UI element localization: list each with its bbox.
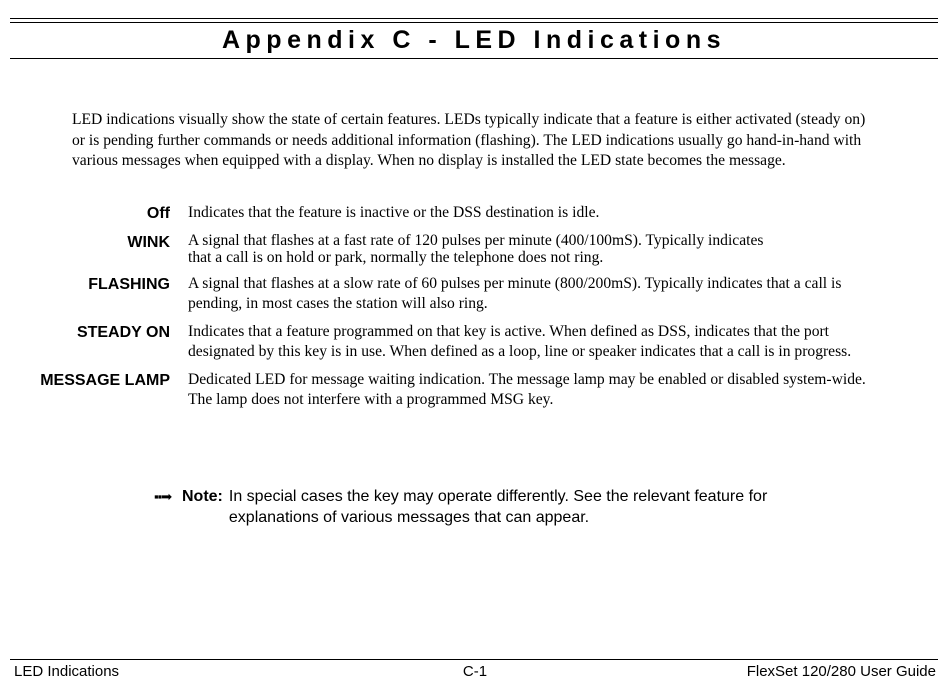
footer-section-name: LED Indications [14,663,120,680]
note-label: Note: [182,488,223,505]
definition-description: Indicates that a feature programmed on that key is active. When defined as DSS, indicates that the port designated by this key is in use. When defined as a loop, line or speaker indicates that a call is in progress. [188,323,852,360]
definition-message-lamp [0,370,950,410]
page-footer [14,662,936,682]
definition-flashing [0,274,950,314]
header-rule-top-inner [10,22,938,23]
definition-description: A signal that flashes at a fast rate of 120 pulses per minute (400/100mS). Typically indicates that a call is on hold or park, normally the telephone does not ring. [188,232,764,266]
definition-description: A signal that flashes at a slow rate of 60 pulses per minute (800/200mS). Typically indicates that a call is pending, in most cases the station will also ring. [188,275,842,312]
footer-rule [10,659,938,660]
intro-paragraph: LED indications visually show the state of certain features. LEDs typically indicate that a feature is either activated (steady on) or is pending further commands or needs additional information (flashing). The LED indications usually go hand-in-hand with various messages when equipped with a display. When no display is installed the LED state becomes the message. [72,111,866,169]
footer-document-title: FlexSet 120/280 User Guide [746,663,936,680]
definition-term: FLASHING [88,276,170,293]
definition-steady-on [0,322,950,362]
definition-term: MESSAGE LAMP [40,372,170,389]
header-rule-top [10,18,938,19]
definition-wink [0,232,950,266]
arrow-right-icon: ▪▪➡ [154,489,172,504]
definition-term: WINK [127,234,170,251]
definition-description: Dedicated LED for message waiting indication. The message lamp may be enabled or disabled system-wide. The lamp does not interfere with a programmed MSG key. [188,371,866,408]
header-rule-bottom [10,58,938,59]
note-text: In special cases the key may operate differently. See the relevant feature for explanations of various messages that can appear. [228,488,768,526]
footer-page-number: C-1 [462,663,488,680]
definition-term: Off [146,205,170,222]
page-title: Appendix C - LED Indications [221,26,726,54]
definition-description: Indicates that the feature is inactive or the DSS destination is idle. [188,204,600,221]
definition-off [0,203,950,224]
led-definitions-list [0,203,950,418]
note-callout [154,486,854,528]
definition-term: STEADY ON [76,324,170,341]
